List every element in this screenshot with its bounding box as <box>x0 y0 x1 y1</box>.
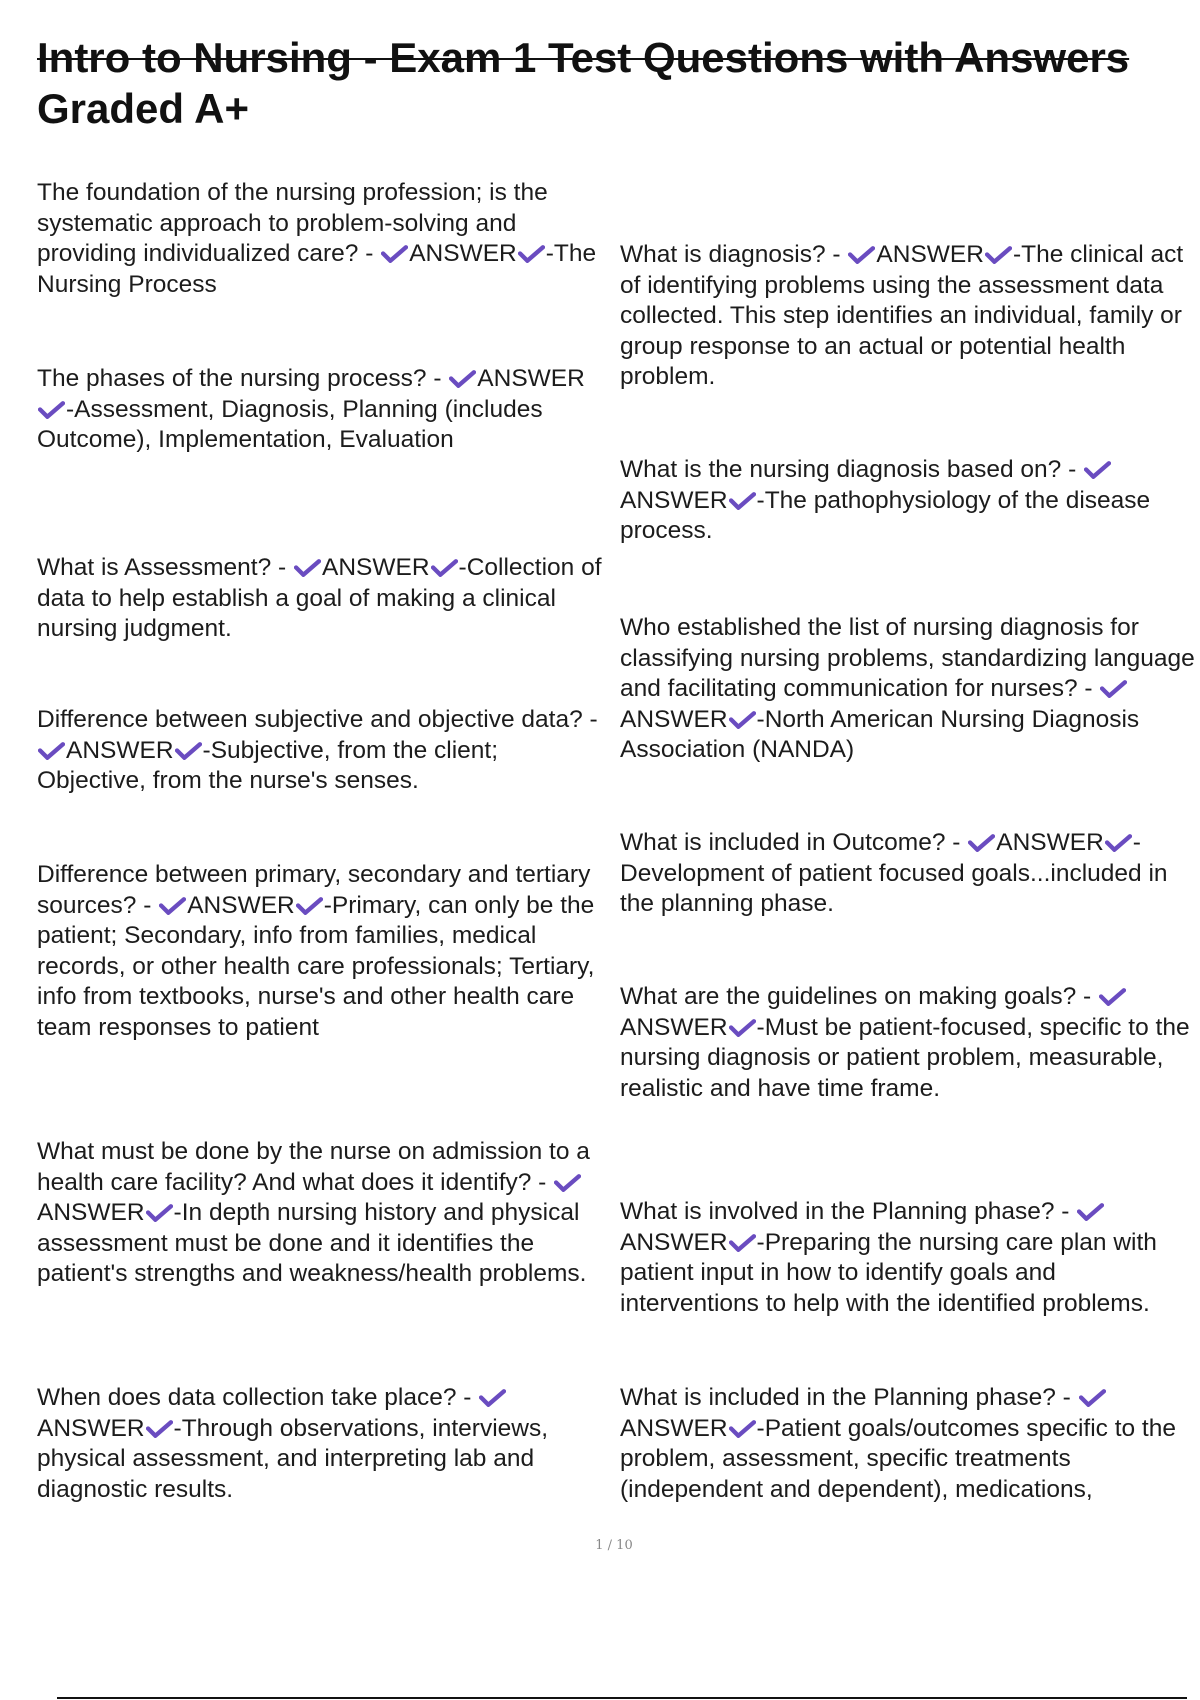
answer-label: ANSWER <box>996 829 1104 856</box>
qa-item <box>620 982 1195 1104</box>
answer-text: -Through observations, interviews, physical assessment, and interpreting lab and diagnostic results. <box>37 1414 549 1503</box>
question-text: What is involved in the Planning phase? - <box>620 1198 1077 1225</box>
question-text: The phases of the nursing process? - <box>37 365 449 392</box>
check-icon <box>1084 460 1111 479</box>
check-icon <box>38 741 65 760</box>
title-line-2: Graded A+ <box>37 85 250 132</box>
question-text: Difference between subjective and objective data? - <box>37 706 598 733</box>
qa-item <box>37 1137 607 1290</box>
check-icon <box>729 1419 756 1438</box>
answer-label: ANSWER <box>620 1013 728 1041</box>
question-text: Who established the list of nursing diagnosis for classifying nursing problems, standardizing language and facilitating communication for nurses? - <box>620 614 1195 702</box>
check-icon <box>1100 679 1127 698</box>
answer-text: -Collection of data to help establish a goal of making a clinical nursing judgment. <box>37 554 602 642</box>
qa-item <box>620 613 1195 766</box>
qa-item <box>620 828 1195 920</box>
check-icon <box>146 1419 173 1438</box>
check-icon <box>296 896 323 915</box>
check-icon <box>985 245 1012 264</box>
check-icon <box>1099 987 1126 1006</box>
check-icon <box>381 244 408 263</box>
check-icon <box>729 1018 756 1037</box>
qa-item <box>37 178 607 300</box>
check-icon <box>1077 1202 1104 1221</box>
qa-item <box>37 860 607 1043</box>
title-line-1: Intro to Nursing - Exam 1 Test Questions with Answers <box>37 34 1130 81</box>
answer-text: -Patient goals/outcomes specific to the problem, assessment, specific treatments (independent and dependent), medications, <box>620 1414 1176 1503</box>
question-text: What are the guidelines on making goals? - <box>620 983 1099 1010</box>
qa-item <box>37 364 607 456</box>
check-icon <box>449 369 476 388</box>
answer-label: ANSWER <box>187 891 295 919</box>
question-text: What is diagnosis? - <box>620 241 848 268</box>
qa-item <box>620 1197 1195 1319</box>
answer-label: ANSWER <box>66 736 174 764</box>
question-text: What is Assessment? - <box>37 554 293 581</box>
answer-label: ANSWER <box>620 705 728 733</box>
answer-text: -Subjective, from the client; Objective, from the nurse's senses. <box>37 736 499 794</box>
answer-text: -In depth nursing history and physical assessment must be done and it identifies the patient's strengths and weakness/health problems. <box>37 1199 587 1287</box>
check-icon <box>968 833 995 852</box>
check-icon <box>1079 1388 1106 1407</box>
check-icon <box>38 400 65 419</box>
answer-label: ANSWER <box>620 1228 728 1256</box>
check-icon <box>729 1233 756 1252</box>
document-title <box>37 32 1187 134</box>
qa-item <box>37 553 607 645</box>
answer-label: ANSWER <box>37 1414 145 1442</box>
answer-text: -The clinical act of identifying problems using the assessment data collected. This step identifies an individual, family or group response to an actual or potential health problem. <box>620 241 1184 390</box>
question-text: The foundation of the nursing profession; is the systematic approach to problem-solving and providing individualized care? - <box>37 179 548 267</box>
check-icon <box>848 245 875 264</box>
footer-divider <box>57 1697 1187 1699</box>
check-icon <box>175 741 202 760</box>
question-text: What is included in the Planning phase? - <box>620 1384 1078 1411</box>
qa-item <box>620 1383 1195 1505</box>
answer-label: ANSWER <box>620 1414 728 1442</box>
answer-text: -North American Nursing Diagnosis Association (NANDA) <box>620 705 1140 763</box>
answer-text: -Assessment, Diagnosis, Planning (includes Outcome), Implementation, Evaluation <box>37 395 543 453</box>
check-icon <box>729 710 756 729</box>
question-text: Difference between primary, secondary and tertiary sources? - <box>37 861 591 919</box>
question-text: When does data collection take place? - <box>37 1384 479 1411</box>
answer-label: ANSWER <box>620 486 728 514</box>
question-text: What is included in Outcome? - <box>620 829 968 856</box>
check-icon <box>554 1173 581 1192</box>
page-number: 1 / 10 <box>595 1538 633 1553</box>
answer-text: -The pathophysiology of the disease process. <box>620 486 1151 544</box>
check-icon <box>518 244 545 263</box>
answer-label: ANSWER <box>477 365 585 392</box>
question-text: What is the nursing diagnosis based on? - <box>620 456 1084 483</box>
answer-label: ANSWER <box>321 554 430 581</box>
qa-item <box>37 705 607 797</box>
answer-text: -Development of patient focused goals...included in the planning phase. <box>620 829 1168 917</box>
check-icon <box>479 1388 506 1407</box>
question-text: What must be done by the nurse on admission to a health care facility? And what does it identify? - <box>37 1138 590 1196</box>
qa-item <box>37 1383 607 1505</box>
check-icon <box>294 558 321 577</box>
check-icon <box>431 558 458 577</box>
qa-item <box>620 240 1195 393</box>
check-icon <box>1105 833 1132 852</box>
answer-text: -Primary, can only be the patient; Secondary, info from families, medical records, or other health care professionals; Tertiary, info from textbooks, nurse's and other health care team responses to patient <box>37 891 595 1041</box>
qa-item <box>620 455 1195 547</box>
answer-label: ANSWER <box>876 241 984 268</box>
check-icon <box>146 1203 173 1222</box>
answer-label: ANSWER <box>409 240 517 267</box>
answer-text: -The Nursing Process <box>37 240 597 298</box>
answer-text: -Preparing the nursing care plan with patient input in how to identify goals and interventions to help with the identified problems. <box>620 1228 1157 1317</box>
answer-label: ANSWER <box>37 1199 145 1226</box>
check-icon <box>159 896 186 915</box>
answer-text: -Must be patient-focused, specific to the nursing diagnosis or patient problem, measurable, realistic and have time frame. <box>620 1013 1190 1102</box>
check-icon <box>729 491 756 510</box>
